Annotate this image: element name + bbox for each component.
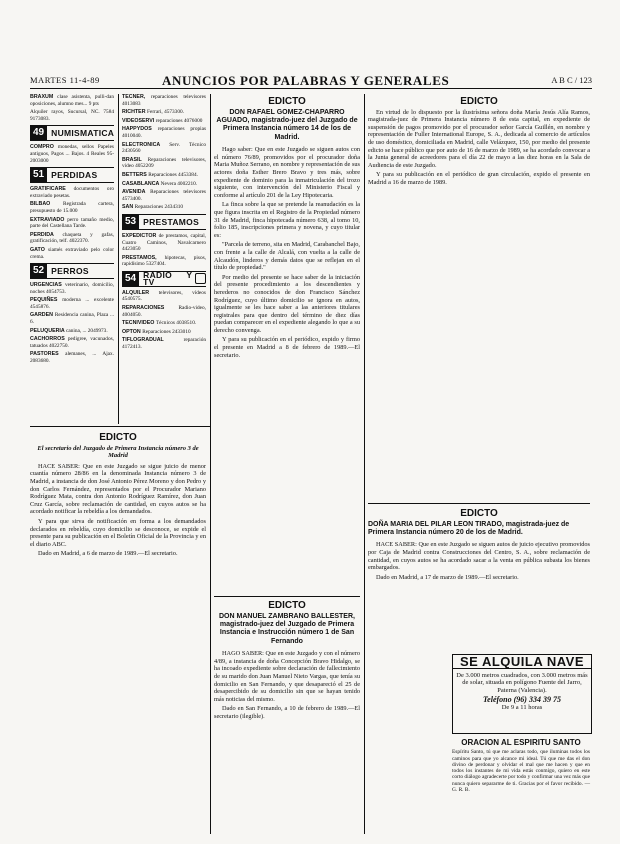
classified-text: Reparaciones televisores, video 4052209: [122, 156, 206, 170]
edicto-heading: EDICTO: [460, 508, 498, 519]
page-header: [30, 74, 592, 89]
classified-text: reparaciones televisores 4013083: [122, 94, 206, 107]
nave-ad: [452, 654, 592, 734]
classified-keyword: PASTORES: [30, 351, 66, 358]
classified-keyword: URGENCIAS: [30, 282, 66, 289]
edicto-paragraph: HACE SABER: Que en este Juzgado se siguen autos de juicio ejecutivo promovidos por Caja de Madrid contra Construcciones del Centro, S. A., sobre reclamación de cantidad, en cuyos autos se ha acordado sacar a la venta en pública subasta los bienes embargados.: [368, 541, 590, 572]
edicto-heading: EDICTO: [460, 96, 498, 107]
classified-entry: [122, 305, 206, 318]
section-title: ANUNCIOS POR PALABRAS Y GENERALES: [162, 73, 450, 88]
edicto-paragraph: Dado en San Fernando, a 10 de febrero de 1989.—El secretario (ilegible).: [214, 705, 360, 720]
edicto-subtitle: El secretario del Juzgado de Primera Instancia número 3 de Madrid: [37, 444, 199, 460]
classified-entry: [30, 328, 114, 335]
classified-keyword: PRESTAMOS,: [122, 254, 165, 261]
classified-entry: [30, 232, 114, 245]
category-numismatica: 49 NUMISMATICA: [30, 125, 114, 141]
classified-keyword: ALQUILER: [122, 289, 159, 296]
edicto-title: DON MANUEL ZAMBRANO BALLESTER, magistrado-juez del Juzgado de Primera Instancia e Instrucción número 1 de San Fernando: [219, 612, 355, 645]
edicto-heading: EDICTO: [268, 96, 306, 107]
column-divider: [118, 94, 119, 424]
classified-text: monedas, sellos Papeles antiguos, Pagos ... Bajos. 4 Reales 95-2003000: [30, 144, 114, 164]
classified-entry: [30, 351, 114, 364]
classified-entry: [122, 181, 206, 188]
classified-entry: [30, 247, 114, 260]
classified-keyword: GRATIFICARE: [30, 186, 74, 193]
classified-text: Residencia canina, Plaza ... 6.: [30, 312, 114, 326]
classified-text: televisores, vídeos 4540575.: [122, 289, 206, 303]
edicto-title: DOÑA MARIA DEL PILAR LEON TIRADO, magistrada-juez de Primera Instancia número 20 de los de Madrid.: [368, 520, 570, 536]
category-perdidas: 51 PERDIDAS: [30, 167, 114, 183]
classified-text: pedigree, vacunados, tatuados 4022750.: [30, 336, 114, 349]
column-divider: [210, 94, 211, 834]
classified-text: siamés extraviado pelo color crema.: [30, 246, 114, 260]
classified-keyword: CACHORROS: [30, 336, 68, 343]
classified-entry: [122, 320, 206, 327]
edicto-paragraph: Dado en Madrid, a 6 de marzo de 1989.—El secretario.: [38, 550, 178, 558]
edicto-paragraph: Por medio del presente se hace saber de la iniciación del presente procedimiento a los descendientes y herederos no conocidos de don Francisco Sánchez Rodríguez, cuyo último domicilio se ignora en autos, igualmente se les hace saber a las anteriores titulares registrales para que dentro del término de diez días puedan comparecer en el expediente alegando lo que a su derecho convenga.: [214, 273, 360, 334]
classified-entry: [30, 94, 114, 107]
edicto-paragraph: Y para su publicación en el periódico, expido y firmo el presente en Madrid a 8 de febrero de 1989.—El secretario.: [214, 336, 360, 359]
classified-entry: [122, 126, 206, 139]
classified-text: hipotecas, pisos, rapidísimo 5327404.: [122, 254, 206, 268]
classified-text: Radio-video, 4004050.: [122, 305, 206, 318]
classified-keyword: BRAXUM: [30, 94, 58, 100]
issue-date: MARTES 11-4-89: [30, 75, 100, 85]
classified-keyword: EXTRAVIADO: [30, 216, 68, 223]
classified-entry: [122, 172, 206, 179]
classified-keyword: TECNIVIDEO: [122, 320, 156, 327]
classified-keyword: PEQUIÑES: [30, 297, 63, 304]
classified-entry: [122, 189, 206, 202]
classified-text: reparaciones propias 4010040.: [122, 126, 206, 139]
classified-keyword: BRASIL: [122, 156, 148, 163]
classified-keyword: BETTERS: [122, 171, 149, 178]
edicto-paragraph: La finca sobre la que se pretende la reanudación es la que figura inscrita en el Registro de la Propiedad número 31 de Madrid, finca hipotecada número 638, al tomo 10, folio 185, inscripciones primera y novena, y cuyo titular es:: [214, 201, 360, 239]
classified-entry: [30, 282, 114, 295]
classified-entry: [30, 186, 114, 199]
classified-keyword: REPARACIONES: [122, 305, 179, 312]
classified-text: chaqueta y gafas, gratificación, telf. 4022370.: [30, 231, 114, 245]
classified-keyword: RICHTER: [122, 109, 148, 116]
edicto-zambrano: [214, 598, 360, 834]
classified-text: Reparaciones 4453384.: [148, 171, 198, 178]
classified-text: clase asistenta, pulli-dan oposiciones, alumno mes... 9 pts: [30, 94, 114, 107]
classified-text: Reparaciones 2434310: [134, 204, 184, 211]
classified-entry: [122, 157, 206, 170]
classified-text: Nevera 4002210.: [160, 180, 198, 187]
oracion-text: Espíritu Santo, tú que me aclaras todo, que iluminas todos los caminos para que yo alcance mi ideal. Tú que me das el don divino de perdonar y olvidar el mal que me hacen y que en todos los instantes de mi vida estás conmigo, quiero en este corto diálogo agradecerte por todo y confirmar una vez más que nunca quiero separarme de ti. Gracias por el favor recibido. — G. R. B.: [452, 749, 591, 794]
classified-text: canina, ... 2049973.: [66, 327, 108, 334]
classified-entry: [122, 142, 206, 155]
classified-text: de prestamos, capital, Cuatro Caminos, Navalcarnero 4423050: [122, 232, 206, 253]
classified-entry: [30, 109, 114, 122]
classified-keyword: TECNER,: [122, 94, 151, 100]
classified-keyword: GARDEN: [30, 312, 55, 319]
nave-ad-body: De 3.000 metros cuadrados, con 3.000 metros más de solar, situada en polígono Fuente del Jarro, Paterna (Valencia).: [456, 671, 588, 694]
classified-entry: [122, 118, 206, 125]
classified-entry: [30, 297, 114, 310]
classified-entry: [30, 336, 114, 349]
classified-keyword: AVENIDA: [122, 189, 151, 196]
classified-keyword: HAPPYDOS: [122, 126, 158, 133]
classified-text: Técnicos 4038510.: [155, 320, 197, 327]
classified-keyword: SAN: [122, 204, 135, 211]
classified-keyword: ELECTRONICA: [122, 141, 170, 148]
classified-keyword: PERDIDA: [30, 231, 63, 238]
classified-text: moderna ... excelente 4545876.: [30, 297, 114, 310]
classified-keyword: TIFLOGRADUAL: [122, 337, 184, 344]
classified-keyword: VIDEOSERVI: [122, 117, 156, 124]
oracion-ad: [452, 740, 590, 793]
classified-keyword: COMPRO: [30, 144, 58, 151]
classified-text: Registrada cartera, presupuesto de 15.000: [30, 201, 114, 214]
nave-ad-hours: De 9 a 11 horas: [501, 703, 543, 711]
classified-entry: [122, 255, 206, 268]
edicto-paragraph: HACE SABER: Que en este Juzgado se sigue juicio de menor cuantía número 28/86 en la denominada Instancia número 3 de Madrid, a instancia de don José Antonio Pérez Moreno y don Pedro y don Carlos Fernández, representados por el Procurador Mariano Rodríguez Mata, contra don Antonio Rodríguez Ramírez, don Juan Cruz García, sobre reclamación de cantidad, en cuyos autos se ha acordado notificar la rebeldía a los demandados.: [30, 462, 206, 516]
edicto-paragraph: Dado en Madrid, a 17 de marzo de 1989.—El secretario.: [376, 573, 519, 581]
nave-ad-title: SE ALQUILA NAVE: [453, 658, 591, 669]
edicto-paragraph: "Parcela de terreno, sita en Madrid, Carabanchel Bajo, con frente a la calle de Alcalá, con vuelta a la calle de Alcaudón, linderos y demás datos que se reflejan en el título de propiedad.": [214, 241, 360, 272]
section-divider: [30, 426, 210, 427]
classified-keyword: BILBAO: [30, 201, 64, 208]
category-radio-tv: 54 RADIO Y TV: [122, 271, 206, 287]
edicto-heading: EDICTO: [268, 600, 306, 611]
oracion-heading: ORACION AL ESPIRITU SANTO: [461, 738, 581, 747]
column-divider: [364, 94, 365, 834]
classified-text: documentos oro extraviado pesetas.: [30, 186, 114, 199]
classified-entry: [122, 204, 206, 211]
section-divider: [214, 596, 360, 597]
classified-text: Reparaciones televisores 4573400.: [122, 189, 206, 202]
tv-icon: [195, 273, 206, 284]
classified-keyword: PELUQUERIA: [30, 327, 67, 334]
page-number: A B C / 123: [551, 75, 592, 85]
classified-entry: [122, 233, 206, 253]
classified-entry: [30, 217, 114, 230]
classified-entry: [30, 144, 114, 164]
classified-entry: [30, 201, 114, 214]
classified-text: reparaciones 4076000: [155, 117, 203, 124]
classified-keyword: OPTON: [122, 328, 143, 335]
classified-text: veterinario, domicilio, noches 4054753.: [30, 282, 114, 295]
classified-entry: [122, 94, 206, 107]
classified-keyword: EXPEDICTOR: [122, 232, 159, 239]
edicto-paragraph: Hago saber: Que en este Juzgado se siguen autos con el número 76/89, promovidos por el procurador doña Maria Muñoz Serrano, en nombre y representación de sus actores doña Esther Brero Bravo y tres más, sobre expediente de dominio para la inmatriculación del trozo siguiente, con intervención del Ministerio Fiscal y conforme al artículo 201 de la Ley Hipotecaria.: [214, 146, 360, 199]
edicto-heading: EDICTO: [99, 432, 137, 443]
classified-text: Serv. Técnico 2430560: [122, 141, 206, 155]
edicto-paragraph: Y para que sirva de notificación en forma a los demandados declarados en rebeldía, cuyo domicilio se desconoce, se expide el presente para su publicación en el Boletín Oficial de la Provincia y en el diario ABC.: [30, 517, 206, 548]
classified-entry: [122, 337, 206, 350]
classified-keyword: GATO: [30, 246, 49, 253]
classifieds-column-1: [30, 94, 114, 367]
edicto-paragraph: En virtud de lo dispuesto por la ilustrísima señora doña María Jesús Alía Ramos, magistrada-juez de Primera Instancia número 8 de esta capital, en expediente de suspensión de pagos promovido por el procurador señor García Guillén, en nombre y representación de Fuller International Europe, S. A., dedicada al comercio de artículos de uso doméstico, domiciliada en Madrid, calle Velázquez, 150, por medio del presente edicto se hace público que por auto de 16 de marzo de 1989, se ha acordado convocar a la Junta general de acreedores para el día 22 de mayo a las diez horas en la Sala de Audiencia de este Juzgado.: [368, 108, 590, 169]
category-prestamos: 53 PRESTAMOS: [122, 214, 206, 230]
classified-entry: [122, 329, 206, 336]
edicto-gomez-chaparro: [214, 94, 360, 594]
edicto-title: DON RAFAEL GOMEZ-CHAPARRO AGUADO, magistrado-juez del Juzgado de Primera Instancia número 14 de los de Madrid.: [216, 108, 358, 141]
edicto-paragraph: Y para su publicación en el periódico de gran circulación, expido el presente en Madrid a 16 de marzo de 1989.: [368, 171, 590, 186]
edicto-suspension-pagos: [368, 94, 590, 502]
classified-entry: [30, 312, 114, 325]
classified-text: Reparaciones 2433010: [142, 328, 191, 335]
edicto-leon-tirado: [368, 506, 590, 650]
classified-text: Alquiler rayos, Sucursal, NC. 7584 9173083.: [30, 109, 114, 122]
classified-text: perro tamaño medio, parte del Castellana Tarde.: [30, 216, 114, 230]
classified-text: alemanes, ... Ajax. 2083680.: [30, 351, 114, 365]
classified-entry: [122, 109, 206, 116]
edicto-juzgado-3: [30, 430, 206, 830]
classifieds-column-2: [122, 94, 206, 353]
classified-text: reparación 4172413.: [122, 337, 206, 351]
section-divider: [368, 503, 590, 504]
category-perros: 52 PERROS: [30, 263, 114, 279]
nave-ad-phone: Teléfono (96) 334 39 75: [483, 695, 561, 705]
edicto-paragraph: HAGO SABER: Que en este Juzgado y con el número 4/89, a instancia de doña Concepción Bravo Hidalgo, se ha incoado expediente sobre declaración de fallecimiento de su marido don Juan Manuel Nieto Vargas, que tenía su domicilio en San Fernando, y que desapareció el 25 de desapercibido de su domicilio sin que se hayan tenido más noticias del mismo.: [214, 650, 360, 703]
classified-entry: [122, 290, 206, 303]
classified-keyword: CASABLANCA: [122, 180, 161, 187]
classified-text: Ferrari, 4573300.: [147, 109, 184, 116]
